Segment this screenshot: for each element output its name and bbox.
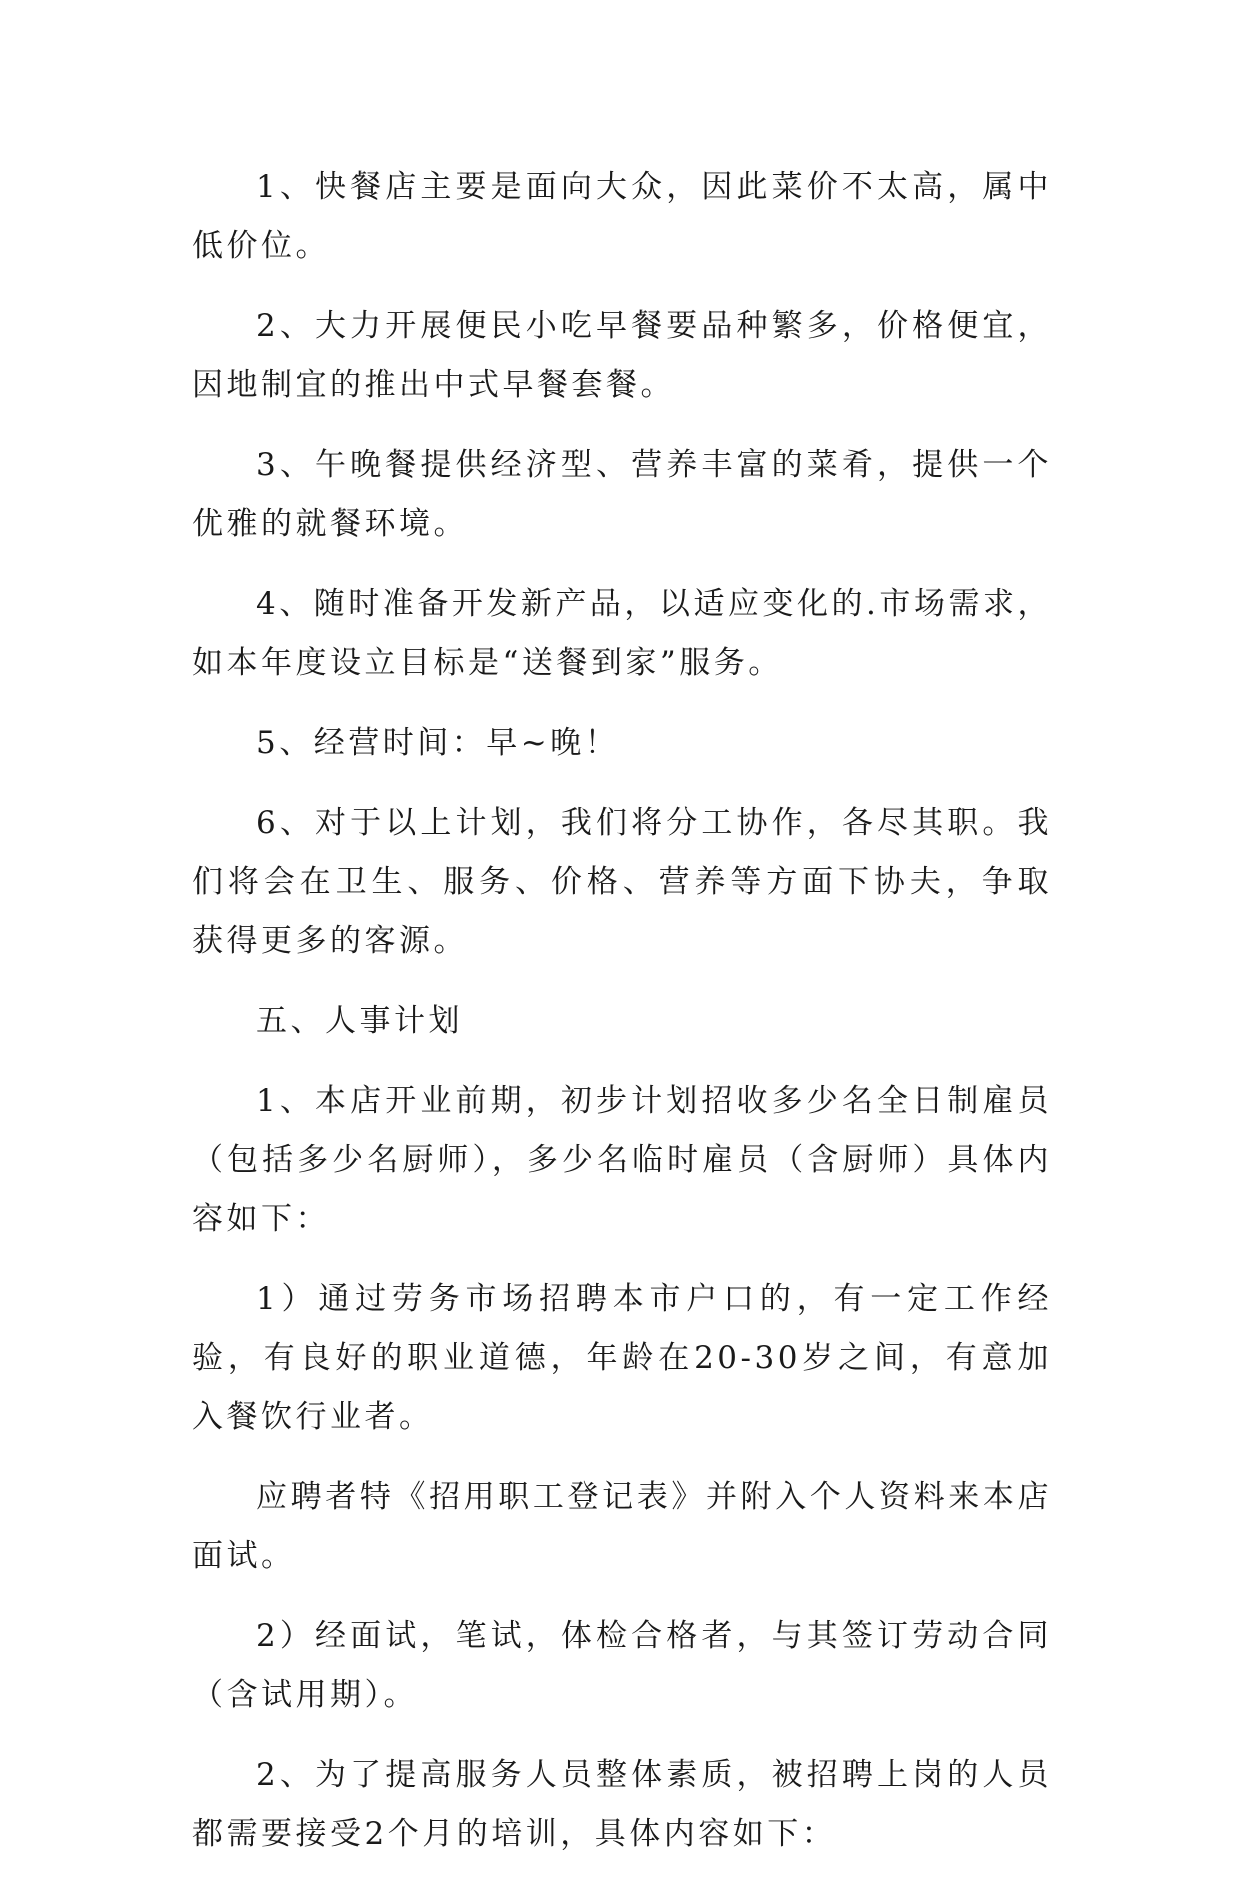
paragraph-1: 1、快餐店主要是面向大众，因此菜价不太高，属中低价位。 [192,169,1052,264]
paragraph-7: 1、本店开业前期，初步计划招收多少名全日制雇员（包括多少名厨师），多少名临时雇员（含厨师）具体内容如下： [192,1083,1052,1237]
document-body [192,158,1052,1885]
paragraph-10: 2）经面试，笔试，体检合格者，与其签订劳动合同（含试用期）。 [192,1618,1052,1713]
section-heading: 五、人事计划 [256,1003,463,1039]
paragraph-2: 2、大力开展便民小吃早餐要品种繁多，价格便宜，因地制宜的推出中式早餐套餐。 [192,308,1052,403]
paragraph-6: 6、对于以上计划，我们将分工协作，各尽其职。我们将会在卫生、服务、价格、营养等方面下协夫，争取获得更多的客源。 [192,805,1052,959]
paragraph-9: 应聘者特《招用职工登记表》并附入个人资料来本店面试。 [192,1479,1052,1574]
paragraph-5: 5、经营时间：早~晚！ [256,725,620,761]
paragraph-4: 4、随时准备开发新产品，以适应变化的.市场需求，如本年度设立目标是“送餐到家”服务。 [192,586,1052,681]
paragraph-11: 2、为了提高服务人员整体素质，被招聘上岗的人员都需要接受2个月的培训，具体内容如下： [192,1757,1052,1852]
paragraph-8: 1）通过劳务市场招聘本市户口的，有一定工作经验，有良好的职业道德，年龄在20-30岁之间，有意加入餐饮行业者。 [192,1281,1052,1435]
paragraph-3: 3、午晚餐提供经济型、营养丰富的菜肴，提供一个优雅的就餐环境。 [192,447,1052,542]
